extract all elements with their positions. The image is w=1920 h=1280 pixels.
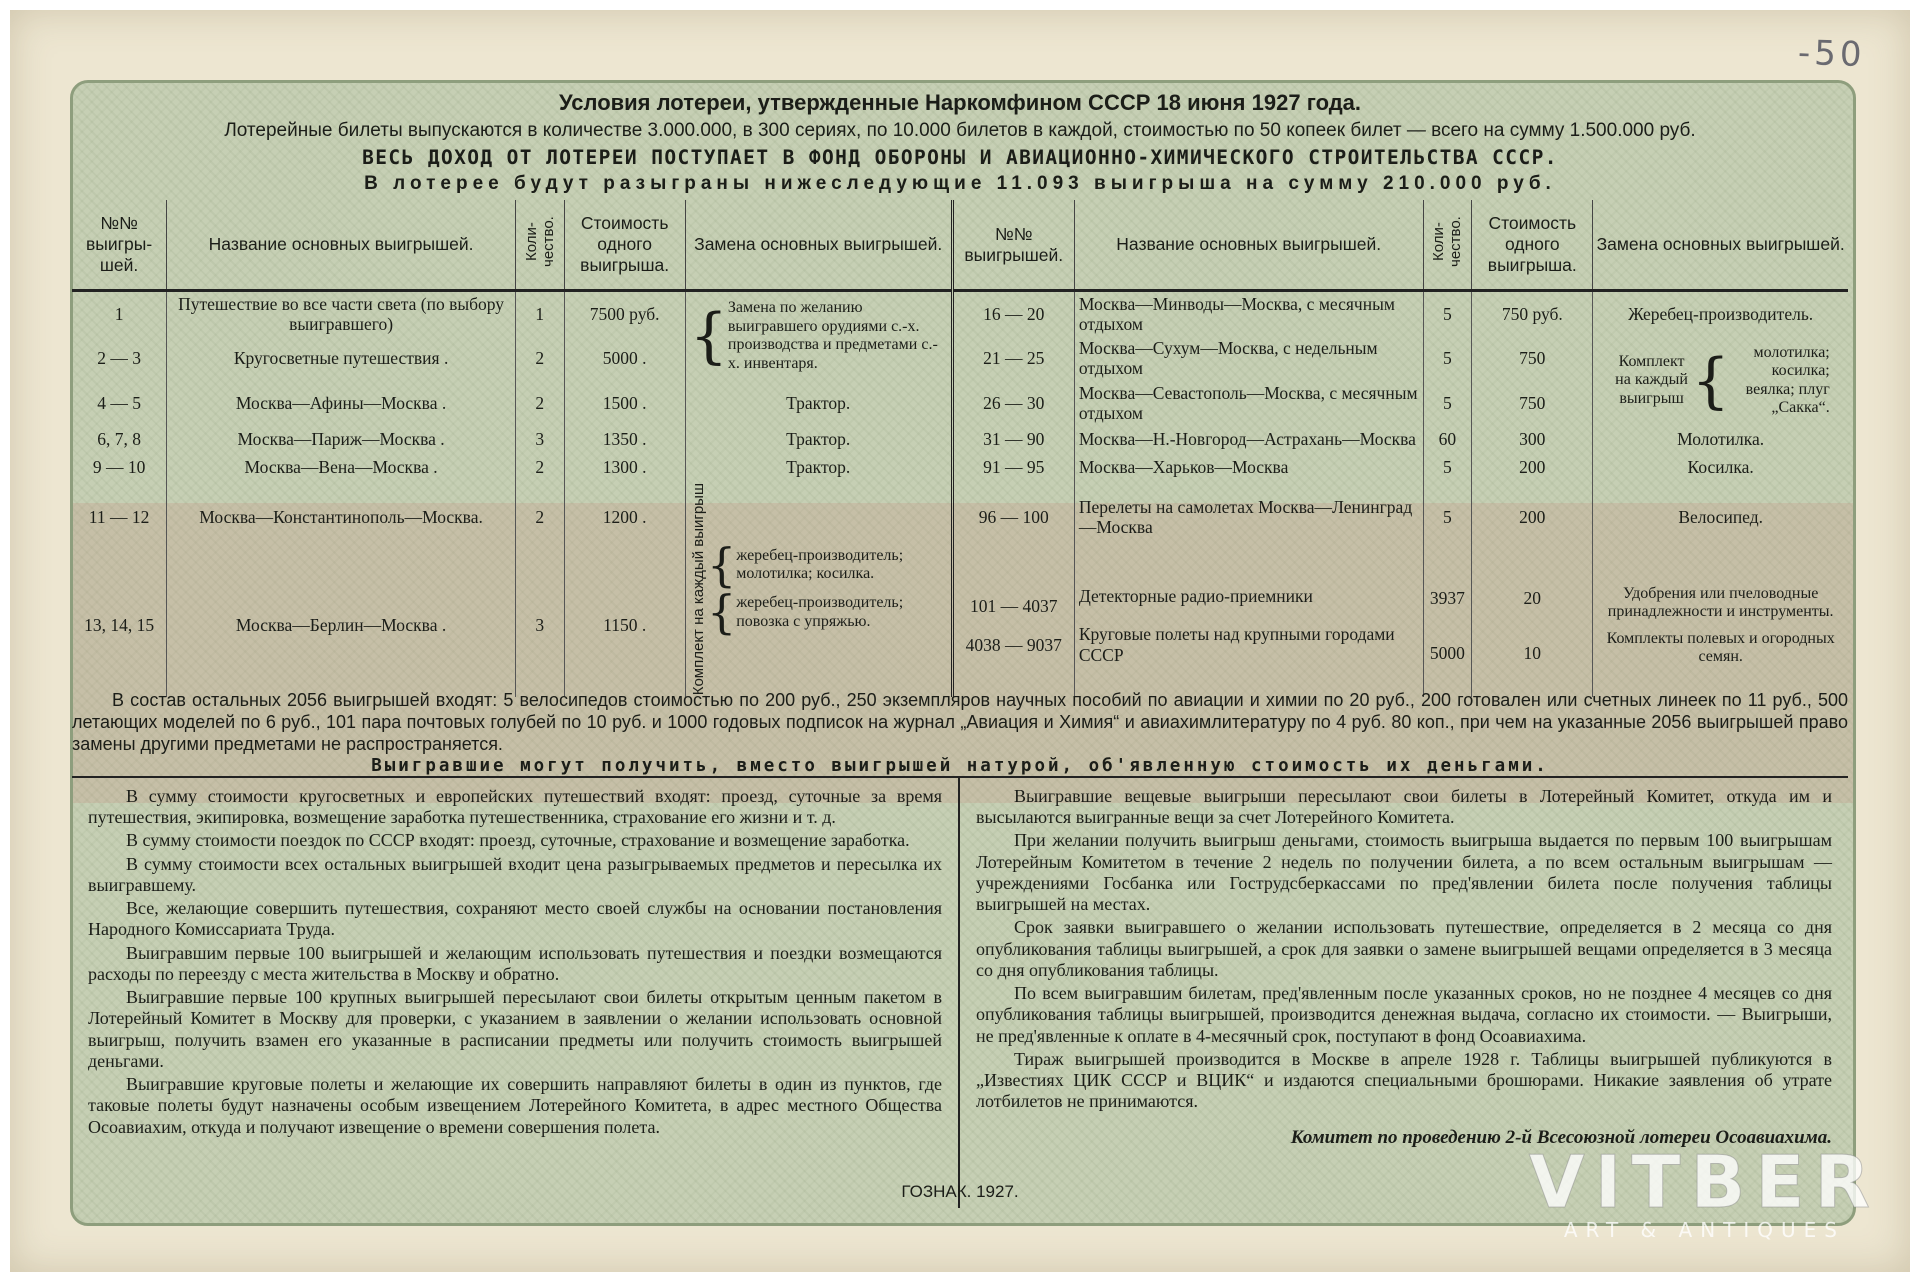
cell-qty: 5 xyxy=(1423,453,1472,481)
cell-qty: 3937 xyxy=(1429,588,1465,609)
cell-num: 11 — 12 xyxy=(88,507,150,528)
cash-option-note: Выигравшие могут получить, вместо выигрышей натурой, об'явленную стоимость их деньгами. xyxy=(371,755,1549,776)
conditions-title: Условия лотереи, утвержденные Наркомфином СССР 18 июня 1927 года. xyxy=(558,90,1362,115)
paragraph: В сумму стоимости кругосветных и европейских путешествий входят: проезд, суточные за время путешествия, экипировка, возмещение заработка путешественника, страхование его жизни и т. д. xyxy=(88,786,942,828)
kit-vertical-label: Комплект на каждый выигрыш xyxy=(689,482,707,696)
notes xyxy=(72,690,1848,777)
replace-thresher: Молотилка. xyxy=(1593,425,1848,453)
cell-cost: 200 xyxy=(1472,481,1593,554)
cell-name: Москва—Афины—Москва . xyxy=(167,381,516,425)
th-num2: №№ выигрышей. xyxy=(952,200,1074,291)
cell-cost: 1500 . xyxy=(564,381,685,425)
replace-kit-b: жеребец-производитель; повозка с упряжью. xyxy=(736,594,904,630)
logo-subtitle: ART & ANTIQUES xyxy=(1563,1218,1845,1242)
table-row xyxy=(72,425,1848,453)
header xyxy=(70,82,1850,195)
cell-qty: 3 xyxy=(515,425,564,453)
paragraph: В сумму стоимости всех остальных выигрышей входит цена разыгрываемых предметов и пересылка их выигравшему. xyxy=(88,853,942,895)
cell-num: 26 — 30 xyxy=(952,381,1074,425)
cell-cost: 300 xyxy=(1472,425,1593,453)
th-qty2: Коли-чество. xyxy=(1430,216,1465,268)
prize-table xyxy=(72,200,1848,697)
kit-items: молотилка; косилка; веялка; плуг „Сакка“. xyxy=(1745,343,1830,416)
cell-name: Перелеты на самолетах Москва—Ленинград—Москва xyxy=(1074,481,1423,554)
paragraph: Все, желающие совершить путешествия, сохраняют место своей службы на основании постановления Народного Комиссариата Труда. xyxy=(88,898,942,940)
cell-cost: 1200 . xyxy=(564,481,685,554)
th-num: №№ выигры-шей. xyxy=(72,200,167,291)
cell-qty: 2 xyxy=(515,336,564,380)
cell-num: 91 — 95 xyxy=(952,453,1074,481)
cell-num: 96 — 100 xyxy=(952,481,1074,554)
cell-cost: 1300 . xyxy=(564,453,685,481)
cell-num: 101 — 4037 xyxy=(970,596,1058,617)
kit-label: Комплект на каждый выигрыш xyxy=(1615,352,1688,407)
cell-qty: 5 xyxy=(1423,336,1472,380)
replace-kit-a: жеребец-производитель; молотилка; косилка. xyxy=(736,546,904,583)
cell-num: 4038 — 9037 xyxy=(965,634,1062,655)
th-replace: Замена основных выигрышей. xyxy=(685,200,952,291)
cell-name: Москва—Сухум—Москва, с недельным отдыхом xyxy=(1074,336,1423,380)
table-row xyxy=(72,554,1848,697)
cell-cost: 750 руб. xyxy=(1472,291,1593,337)
cell-name: Москва—Харьков—Москва xyxy=(1074,453,1423,481)
paragraph: Выигравшие вещевые выигрыши пересылают свои билеты в Лотерейный Комитет, откуда им и высылаются выигранные вещи за счет Лотерейного Комитета. xyxy=(976,786,1832,828)
cell-name: Москва—Вена—Москва . xyxy=(167,453,516,481)
cell-qty: 5000 xyxy=(1429,642,1465,663)
th-name2: Название основных выигрышей. xyxy=(1074,200,1423,291)
cell-num: 31 — 90 xyxy=(952,425,1074,453)
prizes-line: В лотерее будут разыграны нижеследующие 11.093 выигрыша на сумму 210.000 руб. xyxy=(364,173,1556,194)
cell-qty: 60 xyxy=(1423,425,1472,453)
printer-imprint: ГОЗНАК. 1927. xyxy=(901,1182,1019,1201)
cell-cost: 5000 . xyxy=(564,336,685,380)
table-row xyxy=(72,291,1848,337)
cell-cost: 200 xyxy=(1472,453,1593,481)
th-qty: Коли-чество. xyxy=(522,216,557,268)
cell-num: 16 — 20 xyxy=(952,291,1074,337)
other-prizes-note: В состав остальных 2056 выигрышей входят: 5 велосипедов стоимостью по 200 руб., 250 экземпляров научных пособий по авиации и химии по 20 руб., 200 готовален или счетных линеек по 11 руб., 500 летающих моделей по 6 руб., 101 пара почтовых голубей по 10 руб. и 1000 годовых подписок на журнал „Авиация и Химия“ и авиахимлитературу по 4 руб. 80 коп., при чем на указанные 2056 выигрышей право замены другими предметами не распространяется. xyxy=(72,690,1848,754)
cell-name: Москва—Константинополь—Москва. xyxy=(167,481,516,554)
cell-name: Детекторные радио-приемники xyxy=(1078,586,1313,607)
cell-cost: 750 xyxy=(1472,381,1593,425)
th-cost: Стоимость одного выигрыша. xyxy=(564,200,685,291)
cell-cost: 750 xyxy=(1472,336,1593,380)
brace-icon: { xyxy=(706,584,737,639)
cell-cost: 1350 . xyxy=(564,425,685,453)
table-row xyxy=(72,481,1848,554)
brace-icon: { xyxy=(1691,345,1730,416)
logo-name: VITBER xyxy=(1528,1140,1880,1224)
th-cost2: Стоимость одного выигрыша. xyxy=(1472,200,1593,291)
paragraph: Выигравшие первые 100 крупных выигрышей пересылают свои билеты открытым ценным пакетом в Лотерейный Комитет в Москву для проверки, с указанием в заявлении о желании использовать основной выигрыш, получить взамен его указанные в расписании предметы или получить стоимость выигрышей деньгами. xyxy=(88,987,942,1071)
cell-num: 21 — 25 xyxy=(952,336,1074,380)
paragraph: Срок заявки выигравшего о желании использовать путешествие, определяется в 2 месяца со дня опубликования таблицы выигрышей, а срок для заявки о замене выигрышей вещами определяется в 3 месяца со дня опубликования таблицы. xyxy=(976,917,1832,980)
cell-name: Москва—Берлин—Москва . xyxy=(167,554,516,697)
cell-num: 1 xyxy=(114,304,124,325)
cell-name: Круговые полеты над крупными городами СССР xyxy=(1078,624,1395,665)
replace-bicycle: Велосипед. xyxy=(1593,481,1848,554)
cell-cost: 10 xyxy=(1523,642,1542,663)
paragraph: По всем выигравшим билетам, пред'явленным после указанных сроков, но не позднее 4 месяцев со дня опубликования таблицы выигрышей, производится денежная выдача, согласно их стоимости. — Выигрыши, не пред'явленные к оплате в 4-месячный срок, поступают в фонд Осоавиахима. xyxy=(976,983,1832,1046)
cell-qty: 2 xyxy=(515,381,564,425)
replace-tractor: Трактор. xyxy=(685,453,952,481)
cell-num: 2 — 3 xyxy=(97,348,141,369)
cell-num: 6, 7, 8 xyxy=(97,428,141,449)
replace-fertilizer: Удобрения или пчеловодные принадлежности и инструменты. xyxy=(1607,584,1834,621)
vitber-logo xyxy=(1529,1140,1880,1242)
cell-cost: 7500 руб. xyxy=(564,291,685,337)
cell-qty: 1 xyxy=(515,291,564,337)
cell-qty: 3 xyxy=(515,554,564,697)
table-row xyxy=(72,453,1848,481)
table-row xyxy=(72,381,1848,425)
issue-line: Лотерейные билеты выпускаются в количестве 3.000.000, в 300 сериях, по 10.000 билетов в каждой, стоимостью по 50 копеек билет — всего на сумму 1.500.000 руб. xyxy=(224,120,1696,141)
cell-name: Москва—Париж—Москва . xyxy=(167,425,516,453)
cell-name: Путешествие во все части света (по выбору выигравшего) xyxy=(167,291,516,337)
cell-name: Кругосветные путешествия . xyxy=(167,336,516,380)
cell-qty: 2 xyxy=(515,481,564,554)
paragraph: При желании получить выигрыш деньгами, стоимость выигрыша выдается по первым 100 выигрышам Лотерейным Комитетом в течение 2 недель по получении билета, а по всем остальным выигрышам — учреждениями Госбанка или Гострудсберкассами по пред'явлении билета после получения таблицы выигрышей на местах. xyxy=(976,830,1832,915)
cell-qty: 5 xyxy=(1423,291,1472,337)
replace-stallion: Жеребец-производитель. xyxy=(1593,291,1848,337)
cell-name: Москва—Н.-Новгород—Астрахань—Москва xyxy=(1074,425,1423,453)
cell-num: 9 — 10 xyxy=(92,456,146,477)
paragraph: В сумму стоимости поездок по СССР входят: проезд, суточные, страхование и возмещение заработка. xyxy=(126,830,910,851)
cell-cost: 1150 . xyxy=(564,554,685,697)
cell-qty: 2 xyxy=(515,453,564,481)
income-line: ВЕСЬ ДОХОД ОТ ЛОТЕРЕИ ПОСТУПАЕТ В ФОНД ОБОРОНЫ И АВИАЦИОННО-ХИМИЧЕСКОГО СТРОИТЕЛЬСТВА СССР. xyxy=(362,146,1558,169)
replace-tractor: Трактор. xyxy=(685,425,952,453)
th-replace2: Замена основных выигрышей. xyxy=(1593,200,1848,291)
brace-icon: { xyxy=(706,537,737,592)
cell-name: Москва—Севастополь—Москва, с месячным отдыхом xyxy=(1074,381,1423,425)
table-row xyxy=(72,336,1848,380)
replace-seeds: Комплекты полевых и огородных семян. xyxy=(1606,629,1835,665)
cell-num: 4 — 5 xyxy=(97,392,141,413)
left-column xyxy=(72,778,960,1208)
cell-cost: 20 xyxy=(1523,588,1542,609)
replace-tractor: Трактор. xyxy=(685,381,952,425)
cell-qty: 5 xyxy=(1423,381,1472,425)
handwritten-price-note: -50 xyxy=(1797,32,1867,76)
brace-icon: { xyxy=(689,301,728,372)
cell-name: Москва—Минводы—Москва, с месячным отдыхом xyxy=(1074,291,1423,337)
paragraph: Тираж выигрышей производится в Москве в апреле 1928 г. Таблицы выигрышей публикуются в „Известиях ЦИК СССР и ВЦИК“ и издаются специальными брошюрами. Никакие заявления об утрате лотбилетов не принимаются. xyxy=(976,1048,1832,1112)
cell-qty: 5 xyxy=(1423,481,1472,554)
replace-implements: Замена по желанию выигравшего орудиями с.-х. производства и предметами с.-х. инвентаря. xyxy=(727,299,938,372)
replace-mower: Косилка. xyxy=(1593,453,1848,481)
paragraph: Выигравшим первые 100 выигрышей и желающим использовать путешествия и поездки возмещаются расходы по переезду с места жительства в Москву и обратно. xyxy=(88,942,942,984)
th-name: Название основных выигрышей. xyxy=(167,200,516,291)
cell-num: 13, 14, 15 xyxy=(84,615,155,636)
committee-signature: Комитет по проведению 2-й Всесоюзной лотереи Осоавиахима. xyxy=(1290,1126,1832,1148)
paragraph: Выигравшие круговые полеты и желающие их совершить направляют билеты в один из пунктов, где таковые полеты будут назначены особым извещением Лотерейного Комитета, в адрес местного Общества Осоавиахим, откуда и получают извещение о времени совершения полета. xyxy=(88,1074,942,1137)
